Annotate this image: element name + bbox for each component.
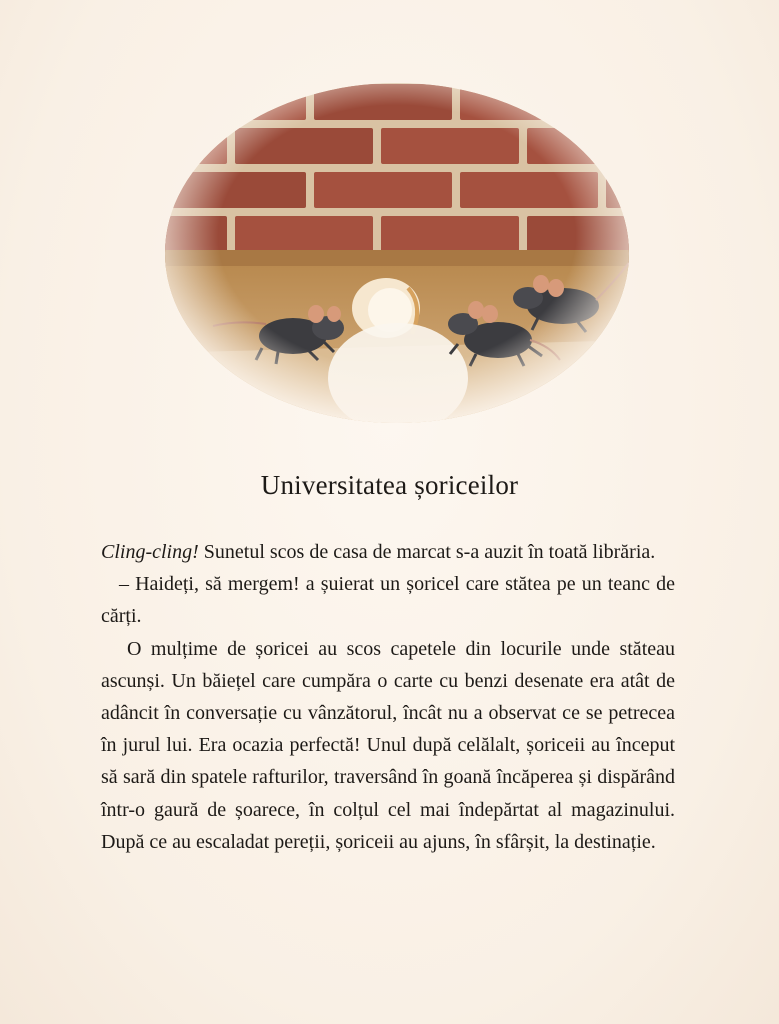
chapter-body	[101, 536, 675, 858]
brick	[606, 84, 636, 120]
mice-running-into-wall-hole-icon	[158, 78, 636, 428]
paragraph-text: Sunetul scos de casa de marcat s-a auzit în toată librăria.	[198, 541, 656, 563]
paragraph	[101, 536, 675, 568]
chapter-illustration	[158, 78, 636, 428]
chapter-title: Universitatea șoriceilor	[260, 470, 519, 500]
paragraph: – Haideți, să mergem! a șuierat un șoricel care stătea pe un teanc de cărți.	[101, 573, 675, 628]
paragraph-lead: Cling-cling!	[101, 541, 199, 563]
paragraph: O mulțime de șoricei au scos capetele din locurile unde stăteau ascunși. Un băiețel care cumpăra o carte cu benzi desenate era atât de adâncit în conversație cu vânzătorul, încât nu a observat ce se petrecea în jurul lui. Era ocazia perfectă! Unul după celălalt, șoriceii au început să sară din spatele rafturilor, traversând în goană încăperea și dispărând într-o gaură de șoarece, în colțul cel mai îndepărtat al magazinului. După ce au escaladat pereții, șoriceii au ajuns, în sfârșit, la destinație.	[101, 637, 675, 853]
